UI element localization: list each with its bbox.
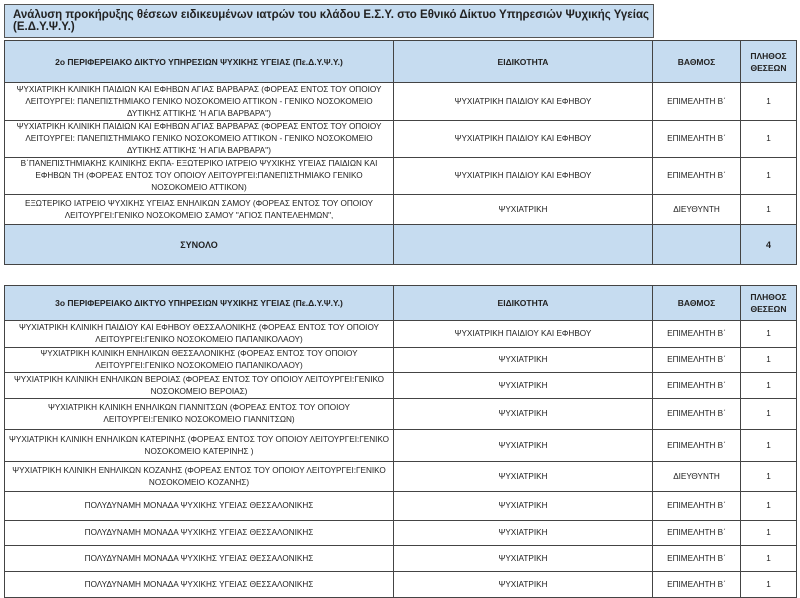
facility-cell: Β΄ΠΑΝΕΠΙΣΤΗΜΙΑΚΗΣ ΚΛΙΝΙΚΗΣ ΕΚΠΑ- ΕΞΩΤΕΡΙΚΟ ΙΑΤΡΕΙΟ ΨΥΧΙΚΗΣ ΥΓΕΙΑΣ ΠΑΙΔΙΩΝ ΚΑΙ ΕΦΗΒΩΝ ΤΗ (ΦΟΡΕΑΣ ΕΝΤΟΣ ΤΟΥ ΟΠΟΙΟΥ ΛΕΙΤΟΥΡΓΕΙ:ΠΑΝΕΠΙΣΤΗΜΙΑΚΟ ΓΕΝΙΚΟ ΝΟΣΟΚΟΜΕΙΟ ΑΤΤΙΚΟΝ) — [5, 158, 394, 195]
specialty-cell: ΨΥΧΙΑΤΡΙΚΗ — [394, 373, 653, 399]
positions-cell: ΠΛΗΘΟΣ ΘΕΣΕΩΝ — [741, 286, 797, 321]
facility-cell: ΨΥΧΙΑΤΡΙΚΗ ΚΛΙΝΙΚΗ ΕΝΗΛΙΚΩΝ ΚΑΤΕΡΙΝΗΣ (ΦΟΡΕΑΣ ΕΝΤΟΣ ΤΟΥ ΟΠΟΙΟΥ ΛΕΙΤΟΥΡΓΕΙ:ΓΕΝΙΚΟ ΝΟΣΟΚΟΜΕΙΟ ΚΑΤΕΡΙΝΗΣ ) — [5, 430, 394, 462]
rank-cell: ΒΑΘΜΟΣ — [653, 286, 741, 321]
facility-cell: ΨΥΧΙΑΤΡΙΚΗ ΚΛΙΝΙΚΗ ΕΝΗΛΙΚΩΝ ΚΟΖΑΝΗΣ (ΦΟΡΕΑΣ ΕΝΤΟΣ ΤΟΥ ΟΠΟΙΟΥ ΛΕΙΤΟΥΡΓΕΙ:ΓΕΝΙΚΟ ΝΟΣΟΚΟΜΕΙΟ ΚΟΖΑΝΗΣ) — [5, 462, 394, 492]
total-row — [5, 225, 797, 265]
positions-cell: 1 — [741, 373, 797, 399]
table-row — [5, 321, 797, 348]
table-row — [5, 546, 797, 572]
positions-cell: 1 — [741, 195, 797, 225]
table-row — [5, 373, 797, 399]
header-row — [5, 41, 797, 83]
specialty-cell: ΨΥΧΙΑΤΡΙΚΗ ΠΑΙΔΙΟΥ ΚΑΙ ΕΦΗΒΟΥ — [394, 121, 653, 158]
specialty-cell: ΨΥΧΙΑΤΡΙΚΗ — [394, 195, 653, 225]
table-3rd-network — [4, 285, 797, 598]
facility-cell: ΨΥΧΙΑΤΡΙΚΗ ΚΛΙΝΙΚΗ ΠΑΙΔΙΟΥ ΚΑΙ ΕΦΗΒΟΥ ΘΕΣΣΑΛΟΝΙΚΗΣ (ΦΟΡΕΑΣ ΕΝΤΟΣ ΤΟΥ ΟΠΟΙΟΥ ΛΕΙΤΟΥΡΓΕΙ:ΓΕΝΙΚΟ ΝΟΣΟΚΟΜΕΙΟ ΠΑΠΑΝΙΚΟΛΑΟΥ) — [5, 321, 394, 348]
facility-cell: ΠΟΛΥΔΥΝΑΜΗ ΜΟΝΑΔΑ ΨΥΧΙΚΗΣ ΥΓΕΙΑΣ ΘΕΣΣΑΛΟΝΙΚΗΣ — [5, 492, 394, 521]
specialty-cell: ΕΙΔΙΚΟΤΗΤΑ — [394, 286, 653, 321]
facility-cell: 3ο ΠΕΡΙΦΕΡΕΙΑΚΟ ΔΙΚΤΥΟ ΥΠΗΡΕΣΙΩΝ ΨΥΧΙΚΗΣ ΥΓΕΙΑΣ (Πε.Δ.Υ.Ψ.Υ.) — [5, 286, 394, 321]
rank-cell: ΔΙΕΥΘΥΝΤΗ — [653, 462, 741, 492]
table-row — [5, 195, 797, 225]
table-row — [5, 83, 797, 121]
rank-cell: ΕΠΙΜΕΛΗΤΗ Β΄ — [653, 521, 741, 546]
facility-cell: ΕΞΩΤΕΡΙΚΟ ΙΑΤΡΕΙΟ ΨΥΧΙΚΗΣ ΥΓΕΙΑΣ ΕΝΗΛΙΚΩΝ ΣΑΜΟΥ (ΦΟΡΕΑΣ ΕΝΤΟΣ ΤΟΥ ΟΠΟΙΟΥ ΛΕΙΤΟΥΡΓΕΙ:ΓΕΝΙΚΟ ΝΟΣΟΚΟΜΕΙΟ ΣΑΜΟΥ "ΑΓΙΟΣ ΠΑΝΤΕΛΕΗΜΩΝ", — [5, 195, 394, 225]
facility-cell: ΨΥΧΙΑΤΡΙΚΗ ΚΛΙΝΙΚΗ ΕΝΗΛΙΚΩΝ ΒΕΡΟΙΑΣ (ΦΟΡΕΑΣ ΕΝΤΟΣ ΤΟΥ ΟΠΟΙΟΥ ΛΕΙΤΟΥΡΓΕΙ:ΓΕΝΙΚΟ ΝΟΣΟΚΟΜΕΙΟ ΒΕΡΟΙΑΣ) — [5, 373, 394, 399]
table-row — [5, 521, 797, 546]
rank-cell — [653, 225, 741, 265]
positions-cell: 1 — [741, 462, 797, 492]
facility-cell: ΨΥΧΙΑΤΡΙΚΗ ΚΛΙΝΙΚΗ ΠΑΙΔΙΩΝ ΚΑΙ ΕΦΗΒΩΝ ΑΓΙΑΣ ΒΑΡΒΑΡΑΣ (ΦΟΡΕΑΣ ΕΝΤΟΣ ΤΟΥ ΟΠΟΙΟΥ ΛΕΙΤΟΥΡΓΕΙ: ΠΑΝΕΠΙΣΤΗΜΙΑΚΟ ΓΕΝΙΚΟ ΝΟΣΟΚΟΜΕΙΟ ΑΤΤΙΚΟΝ - ΓΕΝΙΚΟ ΝΟΣΟΚΟΜΕΙΟ ΔΥΤΙΚΗΣ ΑΤΤΙΚΗΣ 'Η ΑΓΙΑ ΒΑΡΒΑΡΑ'') — [5, 83, 394, 121]
rank-cell: ΔΙΕΥΘΥΝΤΗ — [653, 195, 741, 225]
specialty-cell: ΨΥΧΙΑΤΡΙΚΗ — [394, 430, 653, 462]
positions-cell: 1 — [741, 321, 797, 348]
facility-cell: ΨΥΧΙΑΤΡΙΚΗ ΚΛΙΝΙΚΗ ΕΝΗΛΙΚΩΝ ΘΕΣΣΑΛΟΝΙΚΗΣ (ΦΟΡΕΑΣ ΕΝΤΟΣ ΤΟΥ ΟΠΟΙΟΥ ΛΕΙΤΟΥΡΓΕΙ:ΓΕΝΙΚΟ ΝΟΣΟΚΟΜΕΙΟ ΠΑΠΑΝΙΚΟΛΑΟΥ) — [5, 348, 394, 373]
positions-cell: 1 — [741, 430, 797, 462]
positions-cell: 1 — [741, 83, 797, 121]
facility-cell: ΠΟΛΥΔΥΝΑΜΗ ΜΟΝΑΔΑ ΨΥΧΙΚΗΣ ΥΓΕΙΑΣ ΘΕΣΣΑΛΟΝΙΚΗΣ — [5, 521, 394, 546]
table-row — [5, 348, 797, 373]
rank-cell: ΕΠΙΜΕΛΗΤΗ Β΄ — [653, 572, 741, 598]
positions-cell: 1 — [741, 521, 797, 546]
positions-cell: 1 — [741, 492, 797, 521]
table-row — [5, 158, 797, 195]
specialty-cell: ΨΥΧΙΑΤΡΙΚΗ — [394, 492, 653, 521]
specialty-cell: ΨΥΧΙΑΤΡΙΚΗ — [394, 572, 653, 598]
specialty-cell: ΨΥΧΙΑΤΡΙΚΗ — [394, 546, 653, 572]
table-row — [5, 399, 797, 430]
positions-cell: 1 — [741, 158, 797, 195]
specialty-cell: ΨΥΧΙΑΤΡΙΚΗ — [394, 399, 653, 430]
rank-cell: ΕΠΙΜΕΛΗΤΗ Β΄ — [653, 546, 741, 572]
rank-cell: ΕΠΙΜΕΛΗΤΗ Β΄ — [653, 348, 741, 373]
rank-cell: ΕΠΙΜΕΛΗΤΗ Β΄ — [653, 492, 741, 521]
document-title: Ανάλυση προκήρυξης θέσεων ειδικευμένων ιατρών του κλάδου Ε.Σ.Υ. στο Εθνικό Δίκτυο Υπηρεσιών Ψυχικής Υγείας (Ε.Δ.Υ.Ψ.Υ.) — [4, 4, 654, 38]
facility-cell: 2ο ΠΕΡΙΦΕΡΕΙΑΚΟ ΔΙΚΤΥΟ ΥΠΗΡΕΣΙΩΝ ΨΥΧΙΚΗΣ ΥΓΕΙΑΣ (Πε.Δ.Υ.Ψ.Υ.) — [5, 41, 394, 83]
rank-cell: ΕΠΙΜΕΛΗΤΗ Β΄ — [653, 158, 741, 195]
rank-cell: ΒΑΘΜΟΣ — [653, 41, 741, 83]
rank-cell: ΕΠΙΜΕΛΗΤΗ Β΄ — [653, 399, 741, 430]
specialty-cell: ΨΥΧΙΑΤΡΙΚΗ ΠΑΙΔΙΟΥ ΚΑΙ ΕΦΗΒΟΥ — [394, 321, 653, 348]
table-row — [5, 462, 797, 492]
rank-cell: ΕΠΙΜΕΛΗΤΗ Β΄ — [653, 83, 741, 121]
facility-cell: ΨΥΧΙΑΤΡΙΚΗ ΚΛΙΝΙΚΗ ΕΝΗΛΙΚΩΝ ΓΙΑΝΝΙΤΣΩΝ (ΦΟΡΕΑΣ ΕΝΤΟΣ ΤΟΥ ΟΠΟΙΟΥ ΛΕΙΤΟΥΡΓΕΙ:ΓΕΝΙΚΟ ΝΟΣΟΚΟΜΕΙΟ ΓΙΑΝΝΙΤΣΩΝ) — [5, 399, 394, 430]
specialty-cell: ΕΙΔΙΚΟΤΗΤΑ — [394, 41, 653, 83]
rank-cell: ΕΠΙΜΕΛΗΤΗ Β΄ — [653, 121, 741, 158]
table-row — [5, 430, 797, 462]
table-row — [5, 492, 797, 521]
facility-cell: ΨΥΧΙΑΤΡΙΚΗ ΚΛΙΝΙΚΗ ΠΑΙΔΙΩΝ ΚΑΙ ΕΦΗΒΩΝ ΑΓΙΑΣ ΒΑΡΒΑΡΑΣ (ΦΟΡΕΑΣ ΕΝΤΟΣ ΤΟΥ ΟΠΟΙΟΥ ΛΕΙΤΟΥΡΓΕΙ: ΠΑΝΕΠΙΣΤΗΜΙΑΚΟ ΓΕΝΙΚΟ ΝΟΣΟΚΟΜΕΙΟ ΑΤΤΙΚΟΝ - ΓΕΝΙΚΟ ΝΟΣΟΚΟΜΕΙΟ ΔΥΤΙΚΗΣ ΑΤΤΙΚΗΣ 'Η ΑΓΙΑ ΒΑΡΒΑΡΑ'') — [5, 121, 394, 158]
rank-cell: ΕΠΙΜΕΛΗΤΗ Β΄ — [653, 321, 741, 348]
table-2nd-network — [4, 40, 797, 265]
positions-cell: 1 — [741, 572, 797, 598]
facility-cell: ΠΟΛΥΔΥΝΑΜΗ ΜΟΝΑΔΑ ΨΥΧΙΚΗΣ ΥΓΕΙΑΣ ΘΕΣΣΑΛΟΝΙΚΗΣ — [5, 572, 394, 598]
specialty-cell: ΨΥΧΙΑΤΡΙΚΗ — [394, 521, 653, 546]
specialty-cell — [394, 225, 653, 265]
table-row — [5, 121, 797, 158]
facility-cell: ΠΟΛΥΔΥΝΑΜΗ ΜΟΝΑΔΑ ΨΥΧΙΚΗΣ ΥΓΕΙΑΣ ΘΕΣΣΑΛΟΝΙΚΗΣ — [5, 546, 394, 572]
specialty-cell: ΨΥΧΙΑΤΡΙΚΗ — [394, 462, 653, 492]
positions-cell: 1 — [741, 348, 797, 373]
header-row — [5, 286, 797, 321]
positions-cell: 4 — [741, 225, 797, 265]
positions-cell: 1 — [741, 399, 797, 430]
specialty-cell: ΨΥΧΙΑΤΡΙΚΗ ΠΑΙΔΙΟΥ ΚΑΙ ΕΦΗΒΟΥ — [394, 158, 653, 195]
rank-cell: ΕΠΙΜΕΛΗΤΗ Β΄ — [653, 373, 741, 399]
specialty-cell: ΨΥΧΙΑΤΡΙΚΗ ΠΑΙΔΙΟΥ ΚΑΙ ΕΦΗΒΟΥ — [394, 83, 653, 121]
positions-cell: 1 — [741, 546, 797, 572]
positions-cell: 1 — [741, 121, 797, 158]
positions-cell: ΠΛΗΘΟΣ ΘΕΣΕΩΝ — [741, 41, 797, 83]
rank-cell: ΕΠΙΜΕΛΗΤΗ Β΄ — [653, 430, 741, 462]
specialty-cell: ΨΥΧΙΑΤΡΙΚΗ — [394, 348, 653, 373]
facility-cell: ΣΥΝΟΛΟ — [5, 225, 394, 265]
